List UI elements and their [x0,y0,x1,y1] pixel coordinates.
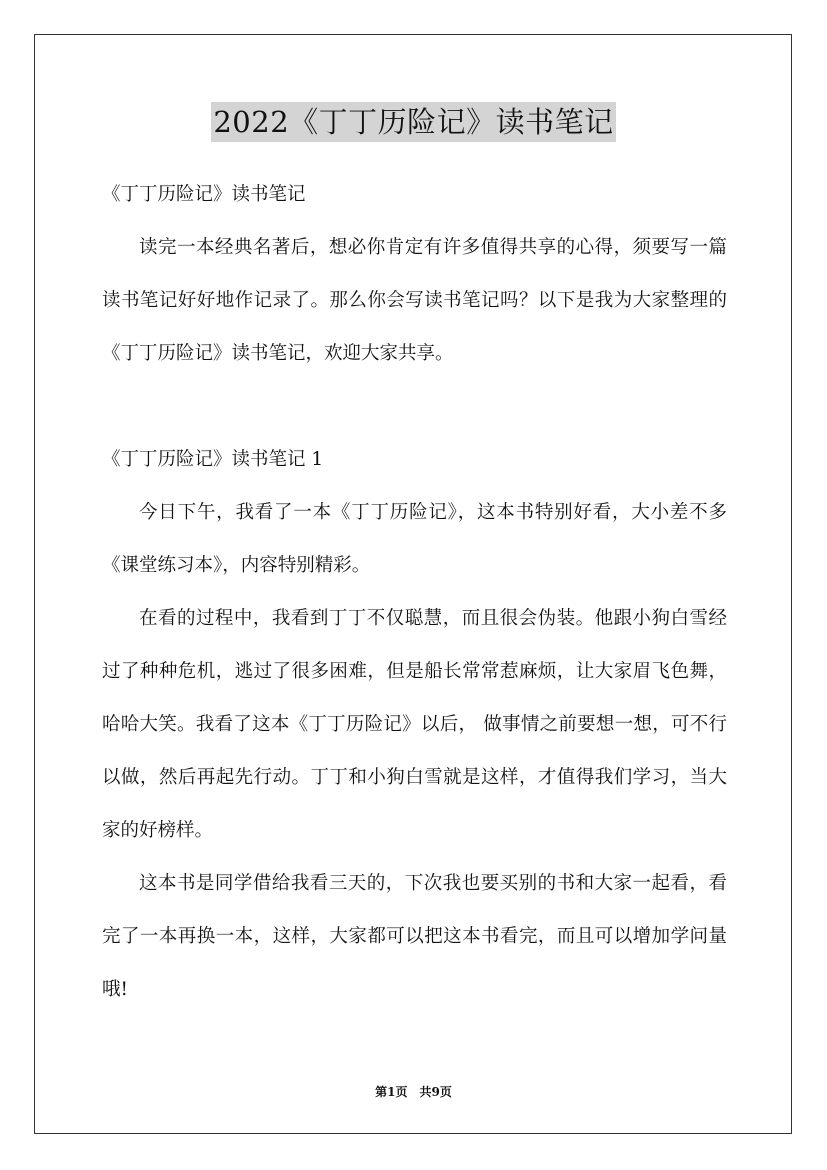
body-paragraph-2: 在看的过程中，我看到丁丁不仅聪慧，而且很会伪装。他跟小狗白雪经过了种种危机，逃过了很多困难，但是船长常常惹麻烦，让大家眉飞色舞，哈哈大笑。我看了这本《丁丁历险记》以后， 做事情之前要想一想，可不行以做，然后再起先行动。丁丁和小狗白雪就是这样，才值得我们学习，当大家的好榜样。 [102,608,727,841]
page-footer [0,1084,827,1100]
document-title [0,102,827,142]
body-paragraph-3: 这本书是同学借给我看三天的，下次我也要买别的书和大家一起看，看完了一本再换一本，这样，大家都可以把这本书看完，而且可以增加学问量哦! [102,873,727,1000]
document-body [102,168,727,1016]
section-gap [102,380,727,433]
intro-paragraph: 读完一本经典名著后，想必你肯定有许多值得共享的心得，须要写一篇读书笔记好好地作记录了。那么你会写读书笔记吗？以下是我为大家整理的《丁丁历险记》读书笔记，欢迎大家共享。 [102,237,727,364]
section-heading: 《丁丁历险记》读书笔记 1 [102,449,324,470]
document-title-text: 2022《丁丁历险记》读书笔记 [211,102,615,142]
document-subtitle: 《丁丁历险记》读书笔记 [102,184,306,205]
body-paragraph-1: 今日下午，我看了一本《丁丁历险记》，这本书特别好看，大小差不多《课堂练习本》，内容特别精彩。 [102,502,727,576]
page-total: 共9页 [419,1085,452,1099]
page-number: 第1页 [375,1085,408,1099]
